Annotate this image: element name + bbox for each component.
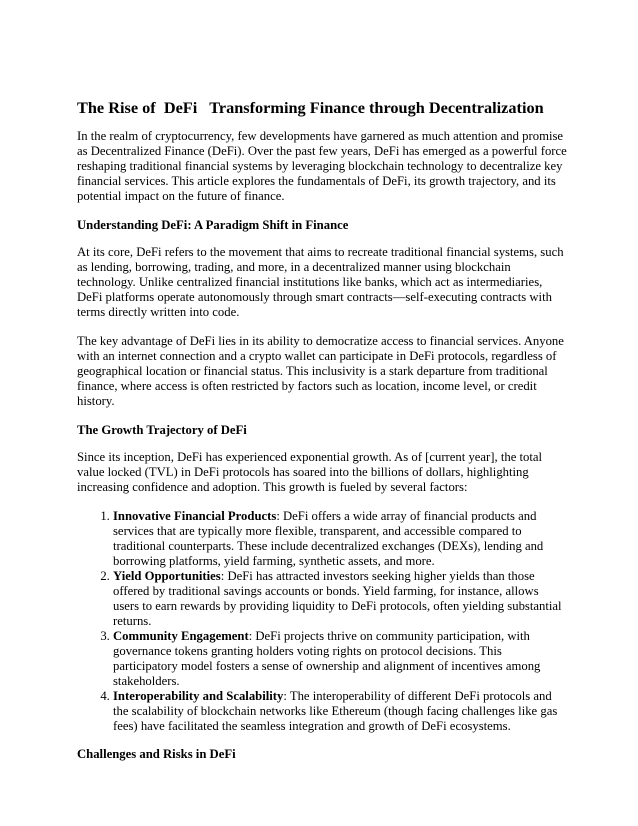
list-item-term: Innovative Financial Products	[113, 509, 277, 523]
list-item	[113, 509, 567, 569]
list-item-text: : The interoperability of different DeFi protocols and the scalability of blockchain networks like Ethereum (though facing challenges like gas fees) have facilitated the seamless integration and growth of DeFi ecosystems.	[113, 689, 558, 733]
paragraph-growth: Since its inception, DeFi has experienced exponential growth. As of [current year], the total value locked (TVL) in DeFi protocols has soared into the billions of dollars, highlighting increasing confidence and adoption. This growth is fueled by several factors:	[77, 450, 543, 494]
list-item-text: : DeFi has attracted investors seeking higher yields than those offered by traditional savings accounts or bonds. Yield farming, for instance, allows users to earn rewards by providing liquidity to DeFi protocols, often yielding substantial returns.	[113, 569, 562, 628]
intro-paragraph: In the realm of cryptocurrency, few developments have garnered as much attention and promise as Decentralized Finance (DeFi). Over the past few years, DeFi has emerged as a powerful force reshaping traditional financial systems by leveraging blockchain technology to decentralize key financial services. This article explores the fundamentals of DeFi, its growth trajectory, and its potential impact on the future of finance.	[77, 129, 567, 203]
paragraph-defi-advantage: The key advantage of DeFi lies in its ability to democratize access to financial services. Anyone with an internet connection and a crypto wallet can participate in DeFi protocols, regardless of geographical location or financial status. This inclusivity is a stark departure from traditional finance, where access is often restricted by factors such as location, income level, or credit history.	[77, 334, 564, 408]
growth-factors-list	[77, 509, 567, 734]
list-item-term: Yield Opportunities	[113, 569, 221, 583]
list-item	[113, 569, 567, 629]
list-item	[113, 689, 567, 734]
paragraph-defi-core: At its core, DeFi refers to the movement that aims to recreate traditional financial systems, such as lending, borrowing, trading, and more, in a decentralized manner using blockchain technology. Unlike centralized financial institutions like banks, which act as intermediaries, DeFi platforms operate autonomously through smart contracts—self-executing contracts with terms directly written into code.	[77, 245, 564, 319]
list-item-text: : DeFi offers a wide array of financial products and services that are typically more flexible, transparent, and accessible compared to traditional counterparts. These include decentralized exchanges (DEXs), lending and borrowing platforms, yield farming, synthetic assets, and more.	[113, 509, 544, 568]
list-item-term: Interoperability and Scalability	[113, 689, 284, 703]
section-heading-understanding-defi: Understanding DeFi: A Paradigm Shift in Finance	[77, 218, 349, 232]
list-item	[113, 629, 567, 689]
list-item-text: : DeFi projects thrive on community participation, with governance tokens granting holders voting rights on protocol decisions. This participatory model fosters a sense of ownership and alignment of incentives among stakeholders.	[113, 629, 541, 688]
section-heading-growth-trajectory: The Growth Trajectory of DeFi	[77, 423, 247, 437]
list-item-term: Community Engagement	[113, 629, 249, 643]
section-heading-challenges: Challenges and Risks in DeFi	[77, 747, 236, 761]
article-title: The Rise of DeFi Transforming Finance through Decentralization	[77, 98, 544, 117]
document-page	[77, 98, 567, 774]
